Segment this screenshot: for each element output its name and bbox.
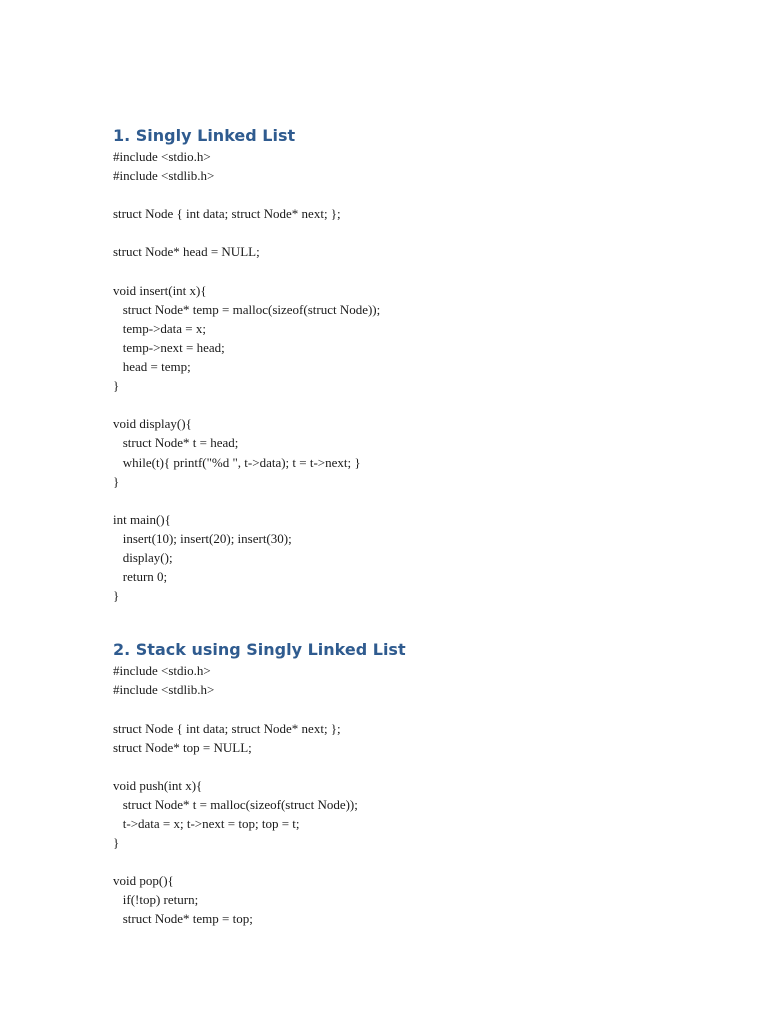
code-line: struct Node* t = head; (113, 435, 239, 451)
code-line: #include <stdlib.h> (113, 168, 215, 184)
code-line: #include <stdio.h> (113, 149, 211, 164)
section-heading: 2. Stack using Singly Linked List (113, 640, 406, 660)
document-content (113, 124, 713, 929)
section-heading: 1. Singly Linked List (113, 126, 296, 145)
code-block (113, 661, 713, 928)
code-line (113, 262, 713, 281)
code-line: void pop(){ (113, 873, 174, 889)
code-line (113, 185, 713, 204)
code-block (113, 147, 713, 605)
code-line (113, 852, 713, 871)
code-line: struct Node* temp = malloc(sizeof(struct Node)); (113, 301, 381, 317)
code-line: insert(10); insert(20); insert(30); (113, 530, 292, 546)
code-line: struct Node* top = NULL; (113, 739, 252, 755)
code-line: head = temp; (113, 359, 191, 375)
code-line: t->data = x; t->next = top; top = t; (113, 816, 300, 831)
code-line: } (113, 588, 120, 604)
code-line: struct Node { int data; struct Node* next; }; (113, 206, 341, 222)
code-line: return 0; (113, 569, 168, 585)
code-line (113, 699, 713, 718)
code-line: int main(){ (113, 511, 171, 527)
code-line: } (113, 835, 120, 851)
code-line: if(!top) return; (113, 892, 199, 908)
section-singly-linked-list (113, 124, 713, 605)
code-line: void display(){ (113, 416, 192, 432)
code-line: } (113, 378, 120, 394)
section-stack-linked-list (113, 638, 713, 928)
code-line (113, 223, 713, 242)
code-line: #include <stdio.h> (113, 663, 211, 679)
code-line (113, 395, 713, 414)
code-line: temp->next = head; (113, 339, 225, 355)
code-line: struct Node* t = malloc(sizeof(struct Node)); (113, 796, 358, 812)
code-line: display(); (113, 549, 173, 565)
code-line: void insert(int x){ (113, 282, 207, 298)
code-line: void push(int x){ (113, 777, 203, 793)
code-line: struct Node { int data; struct Node* next; }; (113, 720, 341, 736)
code-line: } (113, 473, 120, 489)
code-line (113, 757, 713, 776)
code-line (113, 491, 713, 510)
code-line: #include <stdlib.h> (113, 682, 215, 698)
code-line: temp->data = x; (113, 320, 206, 336)
section-spacer (113, 605, 713, 638)
code-line: while(t){ printf("%d ", t->data); t = t->next; } (113, 454, 361, 470)
code-line: struct Node* head = NULL; (113, 244, 260, 260)
code-line: struct Node* temp = top; (113, 911, 253, 927)
